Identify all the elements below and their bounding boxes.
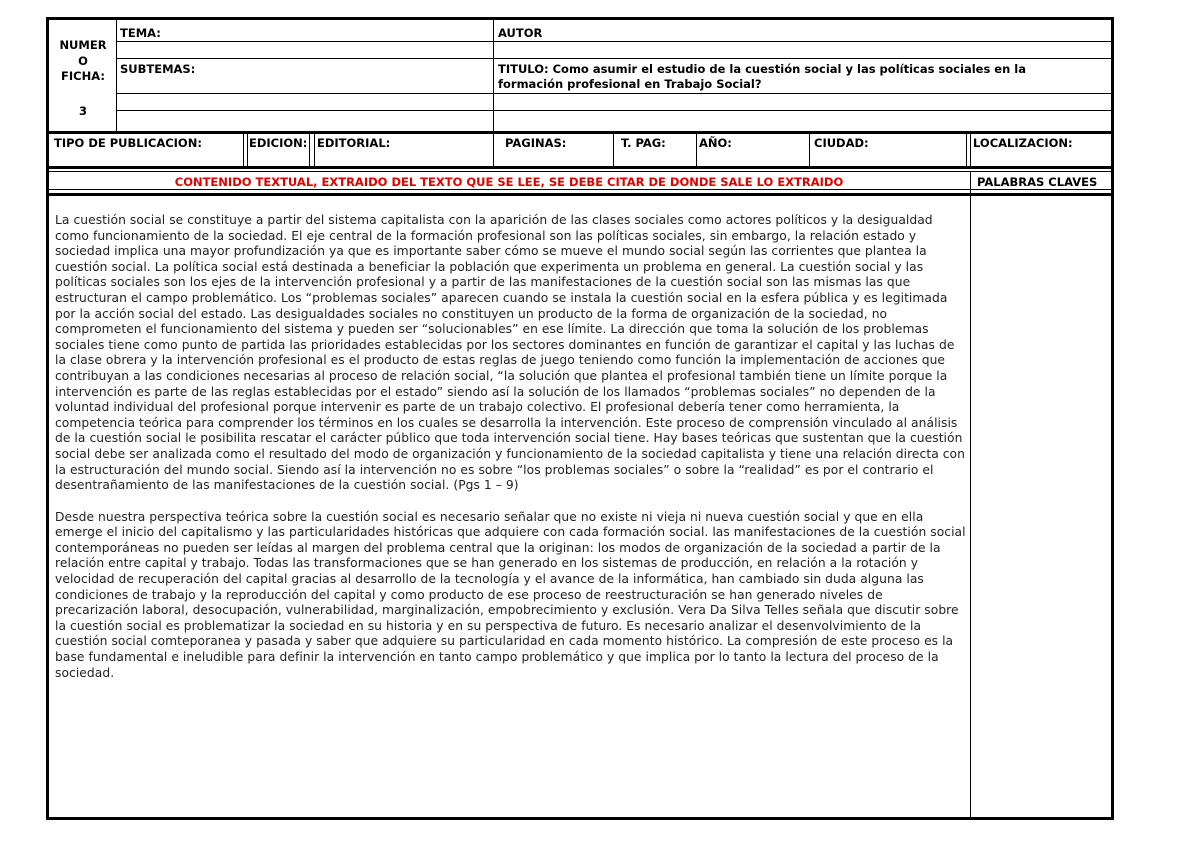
divider — [613, 134, 614, 167]
extracted-text — [55, 213, 967, 697]
divider — [970, 134, 971, 167]
numero-ficha-label: FICHA: — [61, 69, 105, 83]
divider — [309, 134, 310, 167]
autor-label: AUTOR — [498, 26, 543, 40]
divider — [243, 134, 244, 167]
divider — [809, 134, 810, 167]
ciudad-label: CIUDAD: — [814, 136, 869, 150]
edicion-label: EDICION: — [249, 136, 308, 150]
divider — [49, 131, 1112, 134]
divider — [493, 134, 494, 167]
divider — [49, 193, 1112, 196]
paginas-label: PAGINAS: — [505, 136, 567, 150]
divider — [116, 20, 117, 132]
divider — [49, 166, 1112, 169]
divider — [116, 58, 1112, 59]
numero-ficha-label: NUMER — [59, 38, 107, 52]
divider — [970, 172, 971, 818]
divider — [116, 93, 1112, 94]
divider — [49, 189, 1112, 190]
titulo-label: formación profesional en Trabajo Social? — [498, 77, 762, 91]
paragraph: La cuestión social se constituye a partir del sistema capitalista con la aparición de las clases sociales como actores políticos y la desigualdad como funcionamiento de la sociedad. El eje central de la formación profesional son las políticas sociales, sin embargo, la relación estado y sociedad implica una mayor profundización ya que es importante saber cómo se mueve el mundo social según las corrientes que plantea la cuestión social. La política social está destinada a beneficiar la población que experimenta un problema en general. La cuestión social y las políticas sociales son los ejes de la intervención profesional y a partir de las manifestaciones de la cuestión social son las mismas las que estructuran el campo problemático. Los “problemas sociales” aparecen cuando se instala la cuestión social en la esfera pública y es legitimada por la acción social del estado. Las desigualdades sociales no constituyen un producto de la forma de organización de la sociedad, no comprometen el funcionamiento del sistema y pueden ser “solucionables” en ese límite. La dirección que toma la solución de los problemas sociales tiene como punto de partida las prioridades establecidas por los sectores dominantes en función de garantizar el capital y las luchas de la clase obrera y la intervención profesional es el producto de estas reglas de juego teniendo como función la implementación de acciones que contribuyan a las condiciones necesarias al proceso de relación social, “la solución que plantea el profesional también tiene un límite porque la intervención es parte de las reglas establecidas por el estado” siendo así la solución de los llamados “problemas sociales” no dependen de la voluntad individual del profesional porque intervenir es parte de un trabajo colectivo. El profesional debería tener como herramienta, la competencia teórica para comprender los términos en los cuales se desarrolla la intervención. Este proceso de comprensión vinculado al análisis de la cuestión social le posibilita rescatar el carácter público que toda intervención social tiene. Hay bases teóricas que sustentan que la cuestión social debe ser analizada como el resultado del modo de organización y funcionamiento de la sociedad capitalista y tiene una relación directa con la estructuración del mundo social. Siendo así la intervención no es sobre “los problemas sociales” o sobre la “realidad” es por el contrario el desentrañamiento de las manifestaciones de la cuestión social. (Pgs 1 – 9) — [55, 213, 965, 493]
divider — [493, 20, 494, 132]
editorial-label: EDITORIAL: — [317, 136, 391, 150]
keywords-heading: PALABRAS CLAVES — [977, 175, 1098, 189]
tipo-publicacion-label: TIPO DE PUBLICACION: — [54, 136, 202, 150]
numero-ficha-label: O — [78, 54, 88, 68]
divider — [116, 41, 1112, 42]
paragraph: Desde nuestra perspectiva teórica sobre la cuestión social es necesario señalar que no existe ni vieja ni nueva cuestión social y que en ella emerge el inicio del capitalismo y las particularidades históricas que adquiere con cada formación social. las manifestaciones de la cuestión social contemporáneas no pueden ser leídas al margen del problema central que la originan: los modos de organización de la sociedad a partir de la relación entre capital y trabajo. Todas las transformaciones que se han generado en los sistemas de producción, en relación a la rotación y velocidad de recuperación del capital gracias al desarrollo de la tecnología y el avance de la informática, han cambiado sin duda alguna las condiciones de trabajo y la reproducción del capital y como producto de ese proceso de reestructuración se han generado niveles de precarización laboral, desocupación, vulnerabilidad, marginalización, empobrecimiento y exclusión. Vera Da Silva Telles señala que discutir sobre la cuestión social es problematizar la sociedad en su historia y en su perspectiva de futuro. Es necesario analizar el desenvolvimiento de la cuestión social comteporanea y pasada y saber que adquiere su particularidad en cada momento histórico. La compresión de este proceso es la base fundamental e ineludible para definir la intervención en tanto campo problemático y que implica por lo tanto la lectura del proceso de la sociedad. — [55, 509, 966, 680]
divider — [116, 110, 1112, 111]
numero-ficha-value: 3 — [78, 104, 87, 118]
divider — [966, 134, 967, 167]
divider — [49, 171, 1112, 172]
titulo-label: TITULO: Como asumir el estudio de la cuestión social y las políticas sociales en la — [498, 62, 1026, 76]
tema-label: TEMA: — [120, 26, 161, 40]
ano-label: AÑO: — [699, 136, 732, 150]
divider — [314, 134, 315, 167]
subtemas-label: SUBTEMAS: — [120, 62, 196, 76]
divider — [696, 134, 697, 167]
t-pag-label: T. PAG: — [621, 136, 666, 150]
content-heading: CONTENIDO TEXTUAL, EXTRAIDO DEL TEXTO QUE SE LEE, SE DEBE CITAR DE DONDE SALE LO EXTRAIDO — [174, 175, 844, 189]
localizacion-label: LOCALIZACION: — [973, 136, 1073, 150]
divider — [247, 134, 248, 167]
